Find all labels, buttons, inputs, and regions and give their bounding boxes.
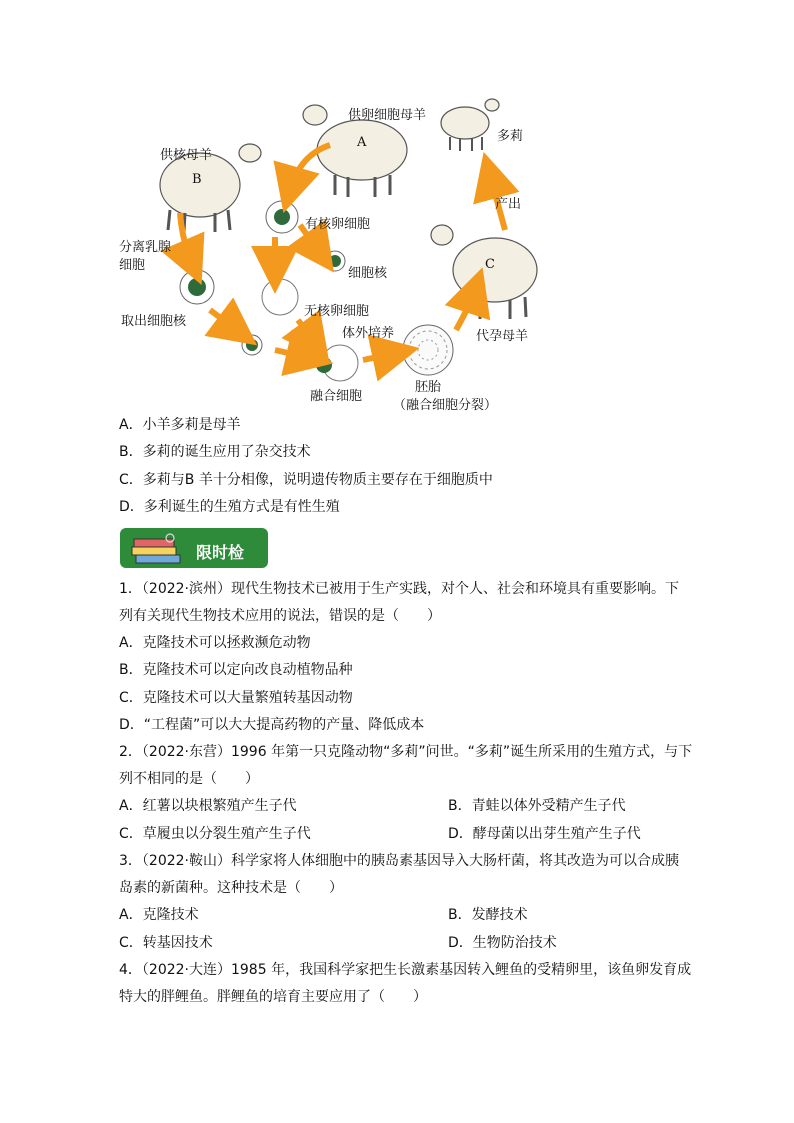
q2-option-c: C．草履虫以分裂生殖产生子代	[119, 826, 311, 842]
enucleated-egg-cell	[262, 279, 298, 315]
label-nucleated-egg: 有核卵细胞	[305, 217, 371, 232]
label-dolly: 多莉	[497, 129, 524, 144]
q1-stem-line2: 列有关现代生物技术应用的说法，错误的是（ ）	[119, 608, 441, 624]
q1-option-c: C．克隆技术可以大量繁殖转基因动物	[119, 690, 353, 706]
label-fused-cell: 融合细胞	[310, 389, 363, 404]
q2-stem-line1: 2．（2022·东营）1996 年第一只克隆动物“多莉”问世。“多莉”诞生所采用的生殖方式，与下	[119, 744, 693, 760]
label-enucleated-egg: 无核卵细胞	[304, 304, 370, 319]
section-badge	[120, 528, 268, 568]
q3-option-a: A．克隆技术	[119, 907, 199, 923]
sheep-c-illustration	[431, 225, 537, 319]
letter-b: B	[192, 172, 202, 187]
nucleus-cell	[325, 251, 345, 271]
q4-stem-line2: 特大的胖鲤鱼。胖鲤鱼的培育主要应用了（ ）	[119, 989, 427, 1005]
cloning-diagram	[110, 95, 560, 415]
q0-option-a: A．小羊多莉是母羊	[119, 417, 241, 433]
q3-stem-line1: 3．（2022·鞍山）科学家将人体细胞中的胰岛素基因导入大肠杆菌，将其改造为可以合成胰	[119, 853, 679, 869]
q1-option-a: A．克隆技术可以拯救濒危动物	[119, 635, 311, 651]
label-separate-mammary: 分离乳腺	[119, 240, 172, 255]
fused-cell	[316, 345, 358, 381]
section-badge-text: 限时检	[196, 543, 245, 562]
q0-option-b: B．多莉的诞生应用了杂交技术	[119, 444, 311, 460]
q2-stem-line2: 列不相同的是（ ）	[119, 771, 259, 787]
embryo-cell	[403, 325, 453, 375]
extracted-nucleus	[242, 335, 262, 355]
label-nucleus: 细胞核	[348, 266, 388, 281]
label-donor-egg-sheep: 供卵细胞母羊	[348, 108, 427, 123]
q0-option-c: C．多莉与B 羊十分相像，说明遗传物质主要存在于细胞质中	[119, 472, 493, 488]
q3-stem-line2: 岛素的新菌种。这种技术是（ ）	[119, 880, 343, 896]
label-separate-mammary-cell: 细胞	[119, 258, 146, 273]
q2-option-b: B．青蛙以体外受精产生子代	[448, 798, 626, 814]
q1-option-b: B．克隆技术可以定向改良动植物品种	[119, 662, 353, 678]
q1-stem-line1: 1．（2022·滨州）现代生物技术已被用于生产实践，对个人、社会和环境具有重要影响。下	[119, 581, 679, 597]
q2-option-a: A．红薯以块根繁殖产生子代	[119, 798, 297, 814]
dolly-lamb-illustration	[441, 99, 499, 151]
q3-option-b: B．发酵技术	[448, 907, 528, 923]
q4-stem-line1: 4．（2022·大连）1985 年，我国科学家把生长激素基因转入鲤鱼的受精卵里，该鱼卵发育成	[119, 962, 692, 978]
books-icon	[130, 533, 190, 565]
label-donor-nucleus-sheep: 供核母羊	[160, 148, 213, 163]
label-surrogate-sheep: 代孕母羊	[476, 329, 529, 344]
label-take-nucleus: 取出细胞核	[121, 314, 187, 329]
q3-option-d: D．生物防治技术	[448, 935, 557, 951]
q1-option-d: D．“工程菌”可以大大提高药物的产量、降低成本	[119, 717, 425, 733]
label-embryo: 胚胎	[415, 380, 442, 395]
label-produce: 产出	[495, 197, 522, 212]
q3-option-c: C．转基因技术	[119, 935, 213, 951]
label-embryo-note: （融合细胞分裂）	[393, 398, 498, 413]
q0-option-d: D．多利诞生的生殖方式是有性生殖	[119, 499, 340, 515]
label-in-vitro: 体外培养	[342, 326, 395, 341]
mammary-cell	[180, 270, 214, 304]
q2-option-d: D．酵母菌以出芽生殖产生子代	[448, 826, 641, 842]
letter-a: A	[357, 135, 367, 150]
nucleated-egg-cell	[266, 201, 298, 233]
letter-c: C	[485, 257, 495, 272]
